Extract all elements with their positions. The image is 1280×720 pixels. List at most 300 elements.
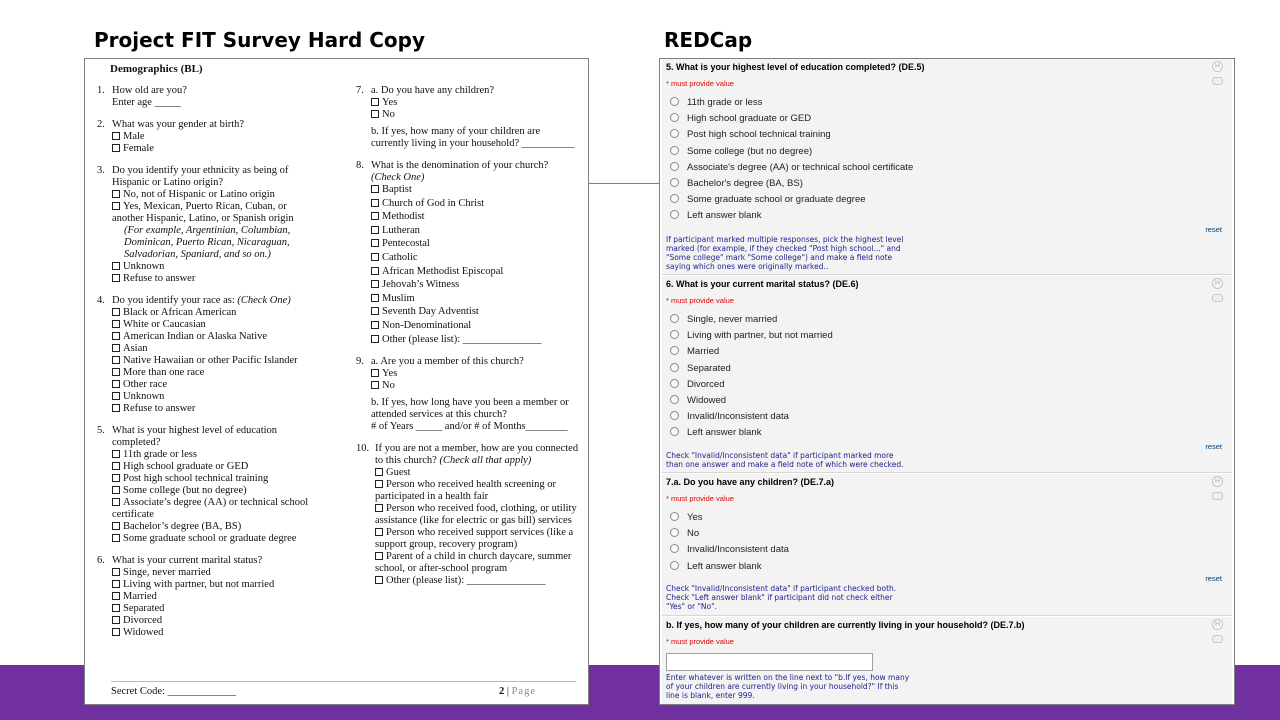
radio-option[interactable] — [670, 528, 789, 544]
checkbox-option — [112, 485, 329, 497]
option-label: Singe, never married — [123, 567, 211, 578]
option-label: Divorced — [123, 615, 163, 626]
checkbox-icon — [371, 212, 379, 220]
option-label: Yes — [382, 97, 398, 108]
checkbox-option — [112, 533, 329, 545]
option-label: White or Caucasian — [123, 319, 206, 330]
page-number — [499, 686, 536, 698]
redcap-field-children-in-household — [662, 617, 1232, 704]
years-months-entry-line: # of Years _____ and/or # of Months________ — [371, 420, 568, 432]
paper-left-column — [97, 63, 329, 649]
option-label: Black or African American — [123, 307, 237, 318]
radio-button[interactable] — [670, 544, 679, 553]
checkbox-option — [371, 198, 584, 210]
checkbox-option — [112, 143, 329, 155]
paper-question-4 — [97, 295, 329, 415]
checkbox-option — [371, 368, 584, 380]
example-text: Dominican, Puerto Rican, Nicaraguan, — [124, 237, 290, 248]
radio-option[interactable] — [670, 97, 913, 113]
checkbox-icon — [112, 344, 120, 352]
checkbox-option — [371, 109, 584, 121]
paper-question-5 — [97, 425, 329, 545]
checkbox-icon — [371, 185, 379, 193]
checkbox-icon — [112, 392, 120, 400]
checkbox-option — [112, 449, 329, 461]
checkbox-icon — [371, 98, 379, 106]
field-note-line: marked (for example, if they checked "Post high school..." and — [666, 244, 901, 253]
checkbox-icon — [375, 504, 383, 512]
question-text: How old are you? — [112, 85, 187, 96]
checkbox-icon — [375, 552, 383, 560]
radio-button[interactable] — [670, 395, 679, 404]
checkbox-icon — [112, 474, 120, 482]
option-label: 11th grade or less — [123, 449, 197, 460]
question-number: 10. — [356, 442, 370, 454]
radio-label: No — [687, 528, 700, 540]
checkbox-icon — [371, 294, 379, 302]
checkbox-icon — [375, 576, 383, 584]
slide-heading-hard-copy: Project FIT Survey Hard Copy — [94, 28, 426, 52]
option-label-continued: another Hispanic, Latino, or Spanish origin — [112, 213, 294, 224]
checkbox-option — [112, 273, 329, 285]
question-text: b. If yes, how long have you been a member or — [371, 396, 569, 408]
age-entry-line: Enter age _____ — [112, 97, 181, 108]
question-number: 1. — [97, 85, 105, 96]
checkbox-icon — [112, 202, 120, 210]
question-text: What is the denomination of your church? — [371, 160, 549, 171]
option-label: Non-Denominational — [382, 319, 472, 331]
checkbox-icon — [112, 308, 120, 316]
option-label: Seventh Day Adventist — [382, 306, 479, 318]
question-number: 4. — [97, 295, 105, 306]
option-label: Yes — [382, 367, 398, 379]
radio-button[interactable] — [670, 314, 679, 323]
radio-label: Widowed — [687, 394, 727, 406]
option-label: Female — [123, 143, 154, 154]
required-note: * must provide value — [666, 296, 734, 305]
field-icons — [1212, 278, 1224, 302]
checkbox-icon — [371, 369, 379, 377]
option-label: Widowed — [123, 627, 164, 638]
option-label: Catholic — [382, 251, 418, 263]
radio-label: Post high school technical training — [687, 129, 831, 141]
field-note — [666, 584, 936, 611]
radio-label: Some college (but no degree) — [687, 145, 813, 157]
checkbox-option — [371, 97, 584, 109]
radio-button[interactable] — [670, 210, 679, 219]
radio-option[interactable] — [670, 427, 833, 443]
comment-icon[interactable] — [1212, 77, 1223, 85]
paper-question-3 — [97, 165, 329, 285]
radio-button[interactable] — [670, 146, 679, 155]
radio-label: Left answer blank — [687, 427, 762, 439]
radio-option[interactable] — [670, 330, 833, 346]
question-number: 9. — [356, 355, 364, 367]
checkbox-option — [375, 527, 584, 539]
radio-button[interactable] — [670, 194, 679, 203]
option-label: Jehovah’s Witness — [382, 279, 460, 291]
checkbox-option — [112, 261, 329, 273]
checkbox-option — [112, 579, 329, 591]
checkbox-icon — [112, 486, 120, 494]
option-label: Male — [123, 131, 145, 142]
radio-button[interactable] — [670, 528, 679, 537]
option-label: Other race — [123, 379, 168, 390]
option-label: Person who received health screening or — [386, 478, 556, 490]
radio-label: Divorced — [687, 378, 725, 390]
checkbox-option — [371, 293, 584, 305]
checkbox-option — [112, 307, 329, 319]
option-label-continued: participated in a health fair — [375, 490, 489, 502]
question-text: a. Do you have any children? — [371, 85, 495, 96]
radio-group — [670, 97, 913, 227]
checkbox-icon — [375, 528, 383, 536]
option-label: No — [382, 109, 395, 120]
radio-group — [670, 512, 789, 577]
radio-button[interactable] — [670, 411, 679, 420]
checkbox-icon — [112, 144, 120, 152]
radio-label: High school graduate or GED — [687, 113, 812, 125]
radio-label: Living with partner, but not married — [687, 330, 833, 342]
comment-icon[interactable] — [1212, 492, 1223, 500]
field-label: 7.a. Do you have any children? (DE.7.a) — [666, 477, 835, 487]
checkbox-option — [112, 403, 329, 415]
required-note: * must provide value — [666, 494, 734, 503]
field-label: 6. What is your current marital status? (DE.6) — [666, 279, 859, 289]
option-label: African Methodist Episcopal — [382, 265, 504, 277]
question-number: 6. — [97, 555, 105, 566]
option-label: Associate’s degree (AA) or technical school — [123, 497, 309, 508]
history-icon[interactable]: H — [1212, 278, 1223, 289]
page-number-value: 2 — [498, 686, 505, 697]
option-label: Native Hawaiian or other Pacific Islander — [123, 355, 298, 366]
radio-option[interactable] — [670, 178, 913, 194]
radio-option[interactable] — [670, 194, 913, 210]
checkbox-option — [375, 467, 584, 479]
option-label: Some college (but no degree) — [123, 485, 247, 496]
field-note-line: Check "Invalid/Inconsistent data" if participant marked more — [666, 451, 894, 460]
radio-button[interactable] — [670, 162, 679, 171]
redcap-field-marital-status — [662, 276, 1232, 473]
radio-option[interactable] — [670, 210, 913, 226]
checkbox-icon — [112, 368, 120, 376]
required-note: * must provide value — [666, 79, 734, 88]
question-number: 2. — [97, 119, 105, 130]
radio-button[interactable] — [670, 330, 679, 339]
checkbox-option — [371, 252, 584, 264]
question-text: What is your highest level of education — [112, 425, 278, 436]
question-hint: (Check One) — [237, 295, 291, 306]
checkbox-option — [112, 521, 329, 533]
reset-link[interactable]: reset — [1205, 225, 1222, 234]
checkbox-icon — [112, 498, 120, 506]
radio-button[interactable] — [670, 427, 679, 436]
checkbox-icon — [371, 267, 379, 275]
reset-link[interactable]: reset — [1205, 442, 1222, 451]
history-icon[interactable]: H — [1212, 619, 1223, 630]
checkbox-icon — [112, 568, 120, 576]
radio-option[interactable] — [670, 544, 789, 560]
radio-label: Invalid/Inconsistent data — [687, 411, 789, 423]
radio-option[interactable] — [670, 395, 833, 411]
radio-option[interactable] — [670, 146, 913, 162]
option-label: Asian — [123, 343, 148, 354]
question-text: If you are not a member, how are you connected — [375, 442, 579, 454]
radio-option[interactable] — [670, 113, 913, 129]
option-label: Person who received support services (like a — [386, 526, 574, 538]
paper-question-7 — [356, 85, 584, 150]
radio-button[interactable] — [670, 363, 679, 372]
checkbox-option — [371, 279, 584, 291]
secret-code-line: Secret Code: _____________ — [111, 686, 236, 697]
field-note — [666, 673, 936, 700]
paper-question-6 — [97, 555, 329, 639]
checkbox-icon — [112, 522, 120, 530]
radio-button[interactable] — [670, 113, 679, 122]
radio-label: Bachelor's degree (BA, BS) — [687, 177, 803, 189]
field-note-line: Check "Invalid/Inconsistent data" if participant checked both. — [666, 584, 897, 593]
checkbox-option — [112, 355, 329, 367]
checkbox-icon — [112, 262, 120, 270]
radio-option[interactable] — [670, 363, 833, 379]
radio-button[interactable] — [670, 178, 679, 187]
option-label: Person who received food, clothing, or utility — [386, 502, 577, 514]
checkbox-option — [371, 380, 584, 392]
checkbox-option — [112, 627, 329, 639]
checkbox-option — [371, 225, 584, 237]
checkbox-option — [371, 334, 584, 346]
paper-footer — [111, 681, 576, 698]
checkbox-option — [112, 591, 329, 603]
example-text: (For example, Argentinian, Columbian, — [124, 225, 291, 236]
question-text: Do you identify your race as: — [112, 295, 238, 306]
checkbox-icon — [375, 480, 383, 488]
option-label: Other (please list): _______________ — [382, 333, 542, 345]
radio-label: Married — [687, 346, 720, 358]
option-label: Methodist — [382, 211, 425, 223]
checkbox-option — [112, 331, 329, 343]
checkbox-option — [375, 503, 584, 515]
checkbox-option — [371, 320, 584, 332]
checkbox-option — [371, 238, 584, 250]
radio-group — [670, 314, 833, 444]
radio-label: Yes — [687, 512, 703, 523]
checkbox-icon — [371, 226, 379, 234]
radio-label: Left answer blank — [687, 210, 762, 222]
option-label: American Indian or Alaska Native — [123, 331, 268, 342]
option-label: Married — [123, 591, 157, 602]
checkbox-icon — [112, 190, 120, 198]
question-text: b. If yes, how many of your children are — [371, 126, 541, 137]
paper-question-1 — [97, 85, 329, 109]
checkbox-icon — [371, 381, 379, 389]
checkbox-option — [112, 497, 329, 509]
radio-label: Invalid/Inconsistent data — [687, 544, 789, 556]
reset-link[interactable]: reset — [1205, 574, 1222, 583]
option-label-continued: support group, recovery program) — [375, 538, 518, 550]
checkbox-icon — [371, 280, 379, 288]
comment-icon[interactable] — [1212, 294, 1223, 302]
checkbox-icon — [112, 592, 120, 600]
option-label: Separated — [123, 603, 165, 614]
radio-label: Associate's degree (AA) or technical school certificate — [687, 161, 914, 173]
option-label: Church of God in Christ — [382, 197, 485, 209]
checkbox-icon — [112, 380, 120, 388]
option-label: Bachelor’s degree (BA, BS) — [123, 521, 242, 532]
slide-heading-redcap: REDCap — [664, 28, 753, 52]
checkbox-option — [112, 319, 329, 331]
checkbox-option — [112, 473, 329, 485]
option-label-continued: school, or after-school program — [375, 562, 508, 574]
option-label: Lutheran — [382, 224, 420, 236]
field-icons — [1212, 61, 1224, 85]
checkbox-option — [112, 201, 329, 213]
required-note: * must provide value — [666, 637, 734, 646]
question-number: 5. — [97, 425, 105, 436]
field-note-line: Check "Left answer blank" if participant did not check either — [666, 593, 893, 602]
option-label: Post high school technical training — [123, 473, 269, 484]
checkbox-icon — [112, 580, 120, 588]
question-hint: (Check all that apply) — [439, 454, 532, 466]
checkbox-icon — [371, 199, 379, 207]
question-number: 8. — [356, 160, 364, 171]
radio-button[interactable] — [670, 129, 679, 138]
field-note-line: line is blank, enter 999. — [666, 691, 755, 700]
option-label: High school graduate or GED — [123, 461, 249, 472]
radio-option[interactable] — [670, 512, 789, 528]
page-word: Page — [511, 686, 536, 697]
checkbox-icon — [112, 462, 120, 470]
radio-label: Some graduate school or graduate degree — [687, 194, 866, 206]
checkbox-icon — [371, 321, 379, 329]
question-text: Hispanic or Latino origin? — [112, 177, 224, 188]
checkbox-option — [112, 367, 329, 379]
checkbox-icon — [371, 307, 379, 315]
option-label: Living with partner, but not married — [123, 579, 275, 590]
radio-option[interactable] — [670, 379, 833, 395]
checkbox-icon — [112, 450, 120, 458]
option-label-continued: assistance (like for electric or gas bill) services — [375, 514, 572, 526]
option-label: More than one race — [123, 367, 205, 378]
radio-label: Left answer blank — [687, 560, 762, 572]
question-hint: (Check One) — [371, 172, 425, 183]
question-text: What was your gender at birth? — [112, 119, 245, 130]
checkbox-icon — [371, 239, 379, 247]
checkbox-icon — [112, 616, 120, 624]
radio-option[interactable] — [670, 162, 913, 178]
history-icon[interactable]: H — [1212, 61, 1223, 72]
option-label: No — [382, 379, 395, 391]
paper-question-10 — [356, 443, 584, 587]
field-note-line: If participant marked multiple responses, pick the highest level — [666, 235, 904, 244]
checkbox-icon — [112, 534, 120, 542]
checkbox-icon — [112, 320, 120, 328]
redcap-form — [659, 58, 1235, 705]
checkbox-option — [375, 551, 584, 563]
checkbox-option — [112, 379, 329, 391]
option-label: Guest — [386, 466, 411, 478]
field-note-line: "Yes" or "No". — [666, 602, 717, 611]
checkbox-icon — [375, 468, 383, 476]
question-text: completed? — [112, 437, 161, 448]
question-number: 7. — [356, 85, 364, 96]
checkbox-option — [112, 567, 329, 579]
option-label-continued: certificate — [112, 509, 154, 520]
checkbox-icon — [112, 356, 120, 364]
children-count-input[interactable] — [666, 653, 873, 671]
radio-button[interactable] — [670, 346, 679, 355]
checkbox-option — [112, 189, 329, 201]
radio-button[interactable] — [670, 379, 679, 388]
question-text: attended services at this church? — [371, 408, 507, 420]
paper-right-column — [356, 85, 584, 597]
option-label: Unknown — [123, 391, 165, 402]
option-label: Muslim — [382, 292, 415, 304]
option-label: Baptist — [382, 184, 412, 195]
radio-option[interactable] — [670, 561, 789, 577]
checkbox-option — [375, 575, 584, 587]
question-text: to this church? — [375, 454, 440, 466]
field-note — [666, 451, 936, 469]
option-label: Parent of a child in church daycare, summer — [386, 550, 572, 562]
checkbox-icon — [371, 335, 379, 343]
checkbox-option — [112, 343, 329, 355]
comment-icon[interactable] — [1212, 635, 1223, 643]
checkbox-icon — [112, 404, 120, 412]
connector-line — [589, 183, 661, 184]
field-note-line: saying which ones were originally marked.. — [666, 262, 829, 271]
field-note-line: of your children are currently living in your household?" If this — [666, 682, 899, 691]
checkbox-option — [112, 391, 329, 403]
checkbox-icon — [112, 274, 120, 282]
checkbox-icon — [112, 628, 120, 636]
radio-option[interactable] — [670, 129, 913, 145]
field-note-line: "Some college" mark "Some college") and make a field note — [666, 253, 893, 262]
checkbox-option — [112, 603, 329, 615]
option-label: Refuse to answer — [123, 403, 196, 414]
radio-option[interactable] — [670, 411, 833, 427]
paper-question-9 — [356, 356, 584, 433]
redcap-field-education — [662, 59, 1232, 275]
question-text: a. Are you a member of this church? — [371, 355, 524, 367]
radio-option[interactable] — [670, 314, 833, 330]
history-icon[interactable]: H — [1212, 476, 1223, 487]
option-label: Some graduate school or graduate degree — [123, 533, 297, 544]
field-note-line: Enter whatever is written on the line next to "b.If yes, how many — [666, 673, 910, 682]
radio-label: Single, never married — [687, 314, 778, 325]
checkbox-option — [375, 479, 584, 491]
example-text: Salvadorian, Spaniard, and so on.) — [124, 249, 271, 260]
checkbox-icon — [112, 604, 120, 612]
radio-label: 11th grade or less — [687, 97, 763, 108]
radio-button[interactable] — [670, 561, 679, 570]
radio-option[interactable] — [670, 346, 833, 362]
redcap-field-have-children — [662, 474, 1232, 616]
paper-section-title: Demographics (BL) — [110, 63, 203, 75]
question-text: What is your current marital status? — [112, 555, 263, 566]
checkbox-option — [112, 131, 329, 143]
paper-survey-page — [84, 58, 589, 705]
radio-label: Separated — [687, 362, 731, 374]
checkbox-option — [371, 306, 584, 318]
radio-button[interactable] — [670, 97, 679, 106]
checkbox-option — [371, 266, 584, 278]
paper-question-2 — [97, 119, 329, 155]
checkbox-option — [112, 461, 329, 473]
field-icons — [1212, 619, 1224, 643]
radio-button[interactable] — [670, 512, 679, 521]
checkbox-icon — [112, 332, 120, 340]
